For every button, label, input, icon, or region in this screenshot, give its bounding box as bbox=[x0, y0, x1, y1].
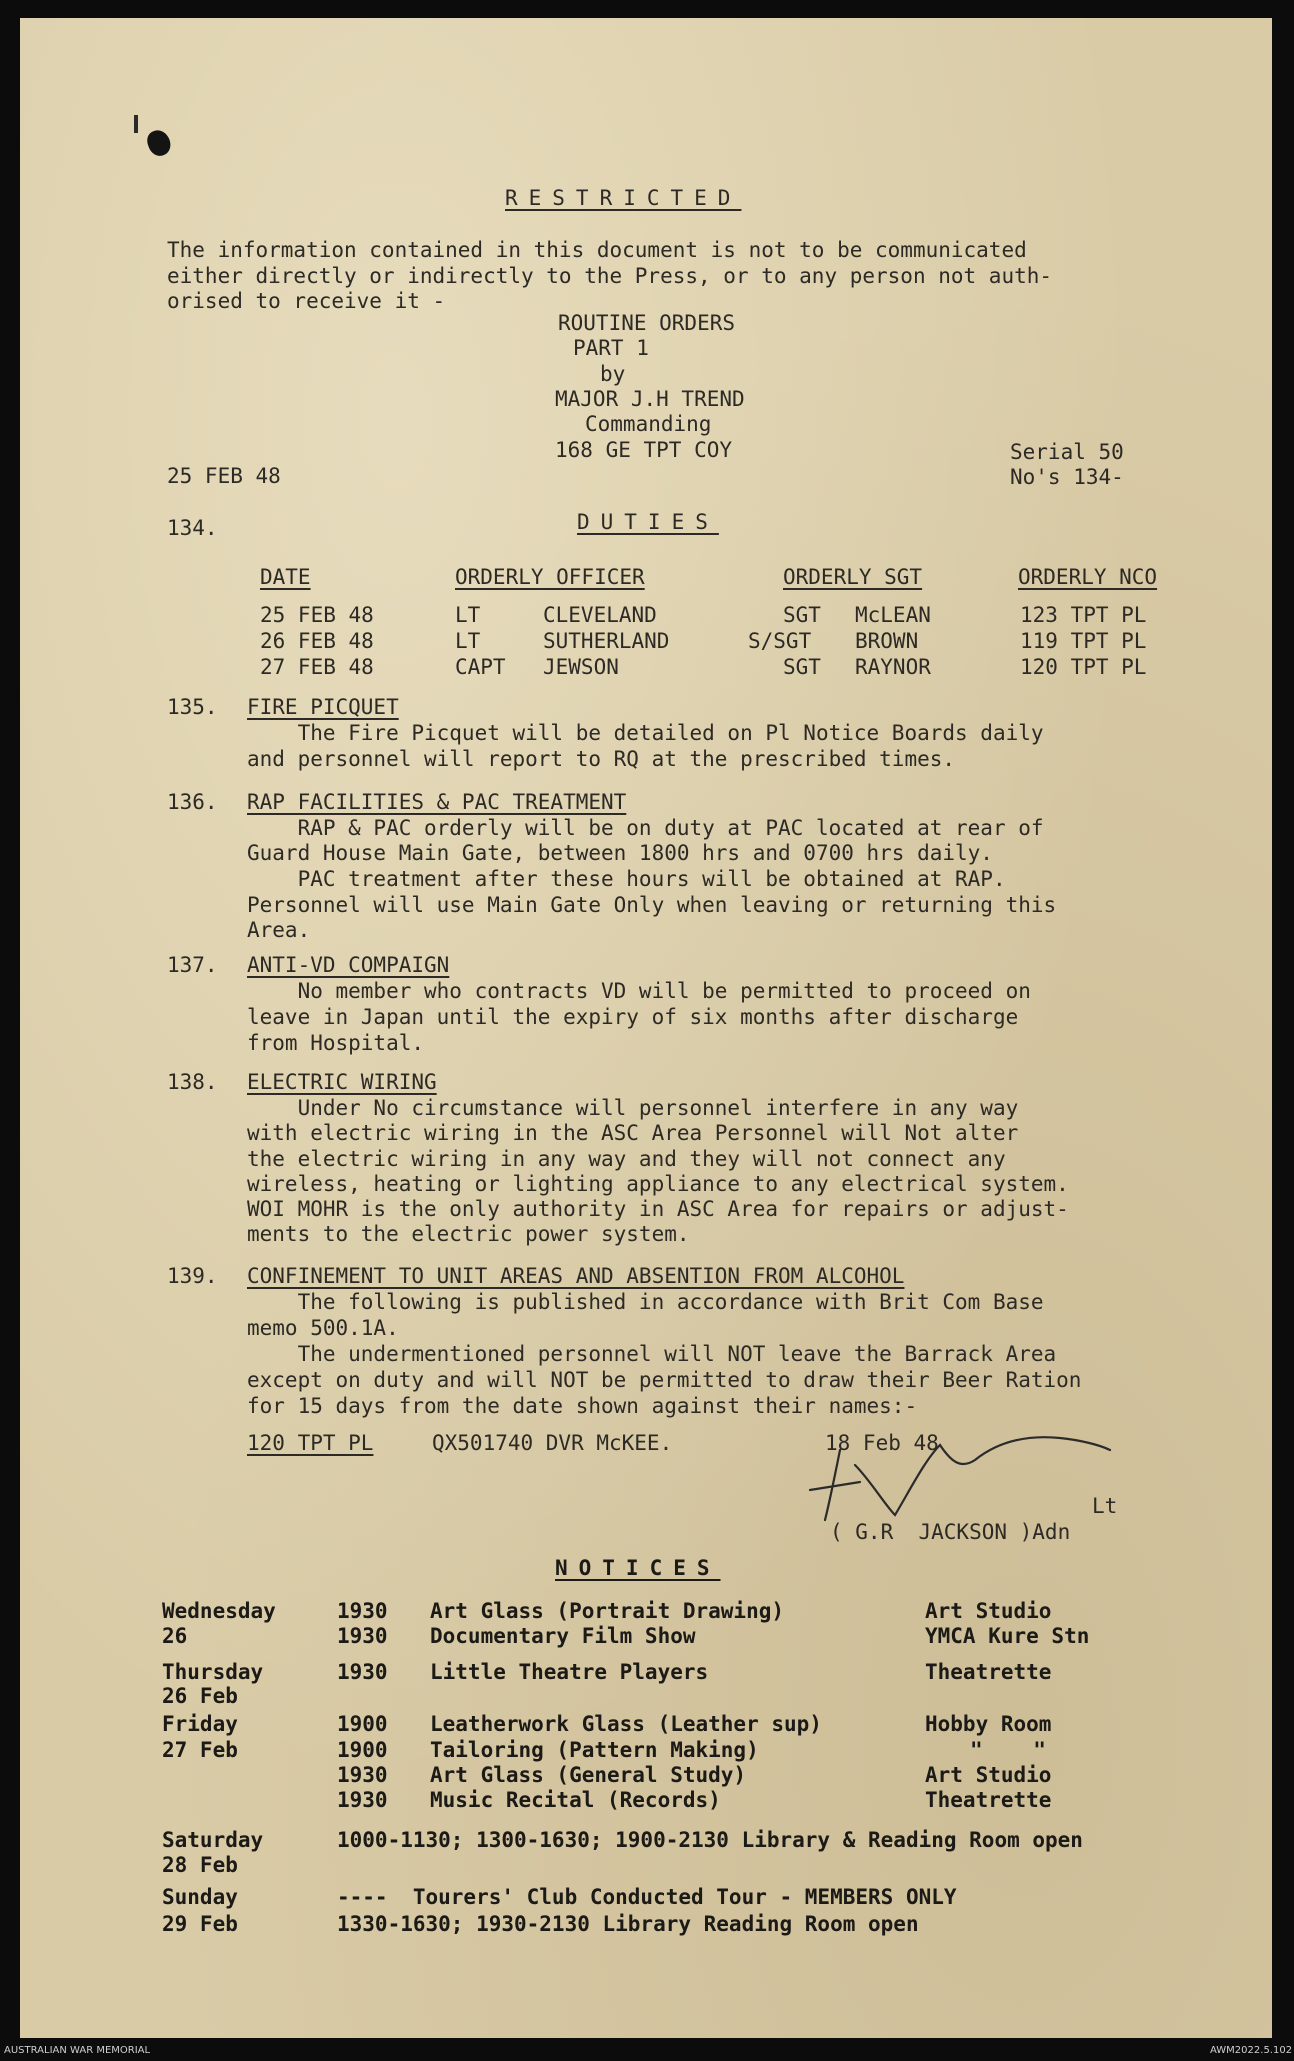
warning-line: orised to receive it - bbox=[167, 289, 446, 313]
notice-venue: Art Studio bbox=[925, 1763, 1052, 1787]
notice-day: 26 Feb bbox=[162, 1684, 238, 1708]
notice-event: Documentary Film Show bbox=[430, 1624, 696, 1648]
duty-officer-rank: CAPT bbox=[455, 655, 506, 679]
title-line: 168 GE TPT COY bbox=[555, 438, 733, 462]
order-text-line: RAP & PAC orderly will be on duty at PAC located at rear of bbox=[247, 816, 1044, 840]
warning-line: The information contained in this document is not to be communicated bbox=[167, 238, 1027, 262]
duty-date: 26 FEB 48 bbox=[260, 629, 374, 653]
handwritten-signature bbox=[800, 1420, 1140, 1530]
confinement-unit: 120 TPT PL bbox=[247, 1431, 374, 1455]
notice-venue: Hobby Room bbox=[925, 1712, 1052, 1736]
order-heading: CONFINEMENT TO UNIT AREAS AND ABSENTION FROM ALCOHOL bbox=[247, 1264, 905, 1288]
order-text-line: PAC treatment after these hours will be obtained at RAP. bbox=[247, 867, 1006, 891]
order-text-line: for 15 days from the date shown against their names:- bbox=[247, 1394, 918, 1418]
duty-nco: 119 TPT PL bbox=[1020, 629, 1147, 653]
duty-sgt-rank: SGT bbox=[783, 655, 821, 679]
order-text-line: except on duty and will NOT be permitted to draw their Beer Ration bbox=[247, 1368, 1082, 1392]
order-heading: FIRE PICQUET bbox=[247, 695, 399, 719]
duty-nco: 120 TPT PL bbox=[1020, 655, 1147, 679]
order-number: 135. bbox=[167, 695, 218, 719]
notice-event: Little Theatre Players bbox=[430, 1660, 709, 1684]
notice-event: Art Glass (Portrait Drawing) bbox=[430, 1599, 785, 1623]
duty-nco: 123 TPT PL bbox=[1020, 603, 1147, 627]
notice-time: 1900 bbox=[337, 1712, 388, 1736]
order-text-line: Under No circumstance will personnel interfere in any way bbox=[247, 1096, 1019, 1120]
duty-officer-name: CLEVELAND bbox=[543, 603, 657, 627]
order-number: 136. bbox=[167, 790, 218, 814]
order-text-line: memo 500.1A. bbox=[247, 1316, 399, 1340]
notice-time: 1930 bbox=[337, 1624, 388, 1648]
order-text-line: Guard House Main Gate, between 1800 hrs and 0700 hrs daily. bbox=[247, 841, 993, 865]
notices-heading: NOTICES bbox=[555, 1556, 721, 1580]
signature-rank: Lt bbox=[1092, 1494, 1118, 1518]
notice-venue: Theatrette bbox=[925, 1660, 1052, 1684]
notice-time: 1930 bbox=[337, 1660, 388, 1684]
notice-time: 1930 bbox=[337, 1599, 388, 1623]
notice-day: 29 Feb bbox=[162, 1912, 238, 1936]
notice-day: 26 bbox=[162, 1624, 188, 1648]
order-text-line: from Hospital. bbox=[247, 1031, 425, 1055]
archive-reference: AWM2022.5.102 bbox=[1210, 2045, 1293, 2056]
order-text-line: leave in Japan until the expiry of six months after discharge bbox=[247, 1005, 1019, 1029]
order-text-line: The following is published in accordance with Brit Com Base bbox=[247, 1290, 1044, 1314]
duty-date: 25 FEB 48 bbox=[260, 603, 374, 627]
duty-sgt-name: RAYNOR bbox=[855, 655, 931, 679]
notice-venue: Art Studio bbox=[925, 1599, 1052, 1623]
title-line: MAJOR J.H TREND bbox=[555, 387, 745, 411]
title-line: ROUTINE ORDERS bbox=[558, 311, 736, 335]
warning-line: either directly or indirectly to the Press, or to any person not auth- bbox=[167, 264, 1053, 288]
notice-event: 1000-1130; 1300-1630; 1900-2130 Library & Reading Room open bbox=[337, 1828, 1083, 1852]
order-text-line: the electric wiring in any way and they will not connect any bbox=[247, 1147, 1006, 1171]
duty-sgt-name: BROWN bbox=[855, 629, 919, 653]
notice-day: Saturday bbox=[162, 1828, 264, 1852]
order-text-line: No member who contracts VD will be permitted to proceed on bbox=[247, 979, 1031, 1003]
notice-event: ---- Tourers' Club Conducted Tour - MEMBERS ONLY bbox=[337, 1885, 957, 1909]
notice-day: 27 Feb bbox=[162, 1738, 238, 1762]
duty-officer-rank: LT bbox=[455, 629, 481, 653]
duty-sgt-name: McLEAN bbox=[855, 603, 931, 627]
order-number: 137. bbox=[167, 953, 218, 977]
notice-time: 1930 bbox=[337, 1763, 388, 1787]
notice-venue: Theatrette bbox=[925, 1788, 1052, 1812]
duty-officer-rank: LT bbox=[455, 603, 481, 627]
hole-punch-mark bbox=[134, 115, 138, 133]
order-text-line: with electric wiring in the ASC Area Personnel will Not alter bbox=[247, 1121, 1019, 1145]
duty-date: 27 FEB 48 bbox=[260, 655, 374, 679]
notice-day: 28 Feb bbox=[162, 1853, 238, 1877]
restricted-heading: RESTRICTED bbox=[505, 186, 742, 210]
duty-sgt-rank: S/SGT bbox=[748, 629, 812, 653]
duties-column-header: DATE bbox=[260, 565, 311, 589]
serial-number: Serial 50 bbox=[1010, 440, 1124, 464]
archive-credit: AUSTRALIAN WAR MEMORIAL bbox=[4, 2045, 151, 2056]
notice-day: Sunday bbox=[162, 1885, 238, 1909]
order-text-line: and personnel will report to RQ at the prescribed times. bbox=[247, 747, 956, 771]
confinement-date: 18 Feb 48 bbox=[825, 1431, 939, 1455]
order-text-line: The Fire Picquet will be detailed on Pl Notice Boards daily bbox=[247, 721, 1044, 745]
order-text-line: Personnel will use Main Gate Only when leaving or returning this bbox=[247, 893, 1057, 917]
order-heading: RAP FACILITIES & PAC TREATMENT bbox=[247, 790, 627, 814]
notice-day: Wednesday bbox=[162, 1599, 276, 1623]
order-text-line: ments to the electric power system. bbox=[247, 1222, 690, 1246]
duties-heading: DUTIES bbox=[577, 510, 719, 534]
notice-event: Music Recital (Records) bbox=[430, 1788, 721, 1812]
order-text-line: wireless, heating or lighting appliance to any electrical system. bbox=[247, 1172, 1069, 1196]
confinement-name: QX501740 DVR McKEE. bbox=[432, 1431, 673, 1455]
order-text-line: The undermentioned personnel will NOT leave the Barrack Area bbox=[247, 1342, 1057, 1366]
duty-officer-name: JEWSON bbox=[543, 655, 619, 679]
title-line: Commanding bbox=[585, 412, 712, 436]
title-line: PART 1 bbox=[573, 336, 649, 360]
notice-event: Tailoring (Pattern Making) bbox=[430, 1738, 759, 1762]
duties-column-header: ORDERLY SGT bbox=[783, 565, 923, 589]
notice-venue: YMCA Kure Stn bbox=[925, 1624, 1090, 1648]
notice-time: 1900 bbox=[337, 1738, 388, 1762]
order-date: 25 FEB 48 bbox=[167, 464, 281, 488]
order-numbers: No's 134- bbox=[1010, 465, 1124, 489]
notice-event: 1330-1630; 1930-2130 Library Reading Room open bbox=[337, 1912, 919, 1936]
title-line: by bbox=[600, 362, 626, 386]
duty-sgt-rank: SGT bbox=[783, 603, 821, 627]
duties-column-header: ORDERLY NCO bbox=[1018, 565, 1158, 589]
notice-venue: " " bbox=[970, 1738, 1046, 1762]
order-heading: ANTI-VD COMPAIGN bbox=[247, 953, 450, 977]
notice-event: Leatherwork Glass (Leather sup) bbox=[430, 1712, 822, 1736]
duty-officer-name: SUTHERLAND bbox=[543, 629, 670, 653]
signature-name: ( G.R JACKSON )Adn bbox=[830, 1520, 1071, 1544]
order-number: 138. bbox=[167, 1070, 218, 1094]
order-text-line: WOI MOHR is the only authority in ASC Area for repairs or adjust- bbox=[247, 1197, 1069, 1221]
duties-column-header: ORDERLY OFFICER bbox=[455, 565, 645, 589]
order-heading: ELECTRIC WIRING bbox=[247, 1070, 437, 1094]
order-number: 139. bbox=[167, 1264, 218, 1288]
notice-day: Friday bbox=[162, 1712, 238, 1736]
notice-time: 1930 bbox=[337, 1788, 388, 1812]
order-text-line: Area. bbox=[247, 918, 311, 942]
order-number: 134. bbox=[167, 516, 218, 540]
notice-day: Thursday bbox=[162, 1660, 264, 1684]
notice-event: Art Glass (General Study) bbox=[430, 1763, 747, 1787]
